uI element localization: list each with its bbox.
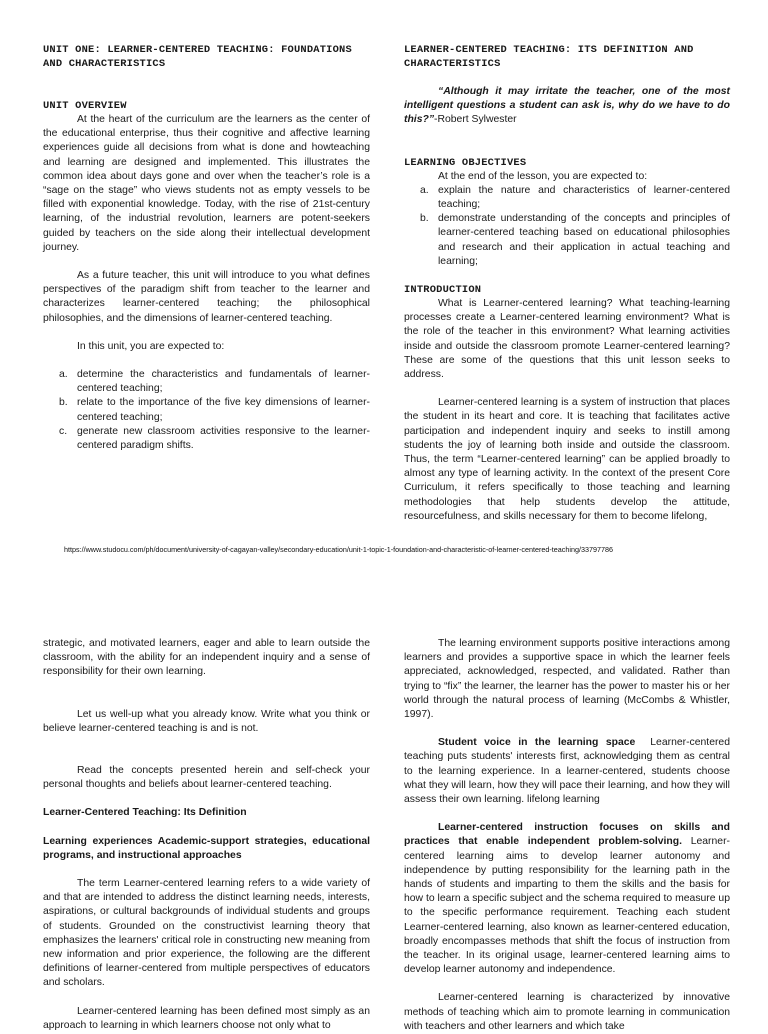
skills-heading: Learner-centered instruction focuses on skills and practices that enable independent problem-solving.	[404, 822, 730, 848]
unit-overview-heading: UNIT OVERVIEW	[43, 100, 127, 112]
list-marker: a.	[420, 184, 429, 196]
epigraph-quote: “Although it may irritate the teacher, one of the most intelligent questions a student can ask is, why do we have to do this?”-Robert Sylwester	[404, 86, 730, 126]
page1-right-column	[404, 43, 730, 524]
body-paragraph: Learner-centered learning is characterized by innovative methods of teaching which aim to promote learning in communication with teachers and other learners and which take	[404, 992, 730, 1032]
student-voice-paragraph: Student voice in the learning space Learner-centered teaching puts students' interests first, acknowledging them as central to the learning experience. In a learner-centered, students choose what they will learn, how they will pace their learning, and how they will assess their own learning. lifelong learning	[404, 737, 730, 806]
definition-heading: Learner-Centered Teaching: Its Definition	[43, 807, 247, 819]
skills-paragraph: Learner-centered instruction focuses on skills and practices that enable independent problem-solving. Learner-centered learning aims to develop learner autonomy and independence by putting responsibility for the learning path in the hands of students and imparting to them the skills and the basis for how to learn a specific subject and the schema required to measure up to the specific performance requirement. Teaching each student Learner-centered learning, also known as learner-centered education, broadly encompasses methods that shift the focus of instruction from the teacher. In its original usage, learner-centered learning aims to develop learner autonomy and independence.	[404, 822, 730, 976]
list-item-text: generate new classroom activities responsive to the learner-centered paradigm shifts.	[77, 425, 370, 452]
student-voice-heading: Student voice in the learning space	[438, 737, 636, 749]
lesson-objectives-list	[404, 184, 730, 269]
overview-paragraph: As a future teacher, this unit will introduce to you what defines perspectives of the paradigm shift from teacher to the learner and characterizes learner-centered teaching; the philosophical philosophies, and the dimensions of learner-centered teaching.	[43, 270, 370, 324]
introduction-paragraph: What is Learner-centered learning? What teaching-learning processes create a Learner-centered learning environment? What is the role of the teacher in this environment? What learning activities inside and outside the classroom promote Learner-centered learning? These are some of the questions that this unit lesson seeks to address.	[404, 298, 730, 381]
list-item-text: demonstrate understanding of the concepts and principles of learner-centered teaching based on educational philosophies and research and their application in actual teaching and learning;	[438, 213, 730, 267]
list-marker: c.	[59, 425, 68, 437]
unit-objectives-list	[43, 368, 370, 453]
overview-paragraph: At the heart of the curriculum are the learners as the center of the educational enterprise, thus their cognitive and affective learning experiences guide all decisions from what is done and howteaching and learning are designed and implemented. This illustrates the common idea about days gone and over when the teacher’s role is a “sage on the stage” who views students not as empty vessels to be filled with exponential knowledge. Today, with the rise of 21st-century learning, of the industrial revolution, learners are potent-seekers guided by teachers on the side along their intellectual development journey.	[43, 114, 370, 253]
body-paragraph: The term Learner-centered learning refers to a wide variety of and that are intended to address the distinct learning needs, interests, aspirations, or cultural backgrounds of individual students and groups of students. Grounded on the constructivist learning theory that emphasizes the learners' critical role in constructing new meaning from new information and prior experience, the following are the different definitions of learner-centered from multiple perspectives of educators and scholars.	[43, 878, 370, 989]
body-paragraph: The learning environment supports positive interactions among learners and provides a supportive space in which the learner feels appreciated, acknowledged, respected, and validated. Rather than trying to “fix” the learner, the learner has the power to master his or her world through the natural process of learning (McCombs & Whistler, 1997).	[404, 638, 730, 721]
lesson-title: LEARNER-CENTERED TEACHING: ITS DEFINITION AND CHARACTERISTICS	[404, 44, 694, 70]
body-paragraph: Learner-centered learning has been defined most simply as an approach to learning in which learners choose not only what to	[43, 1005, 370, 1031]
body-paragraph: Read the concepts presented herein and self-check your personal thoughts and beliefs about learner-centered teaching.	[43, 765, 370, 791]
list-marker: b.	[59, 397, 68, 409]
objectives-intro: At the end of the lesson, you are expected to:	[438, 170, 648, 182]
source-url[interactable]: https://www.studocu.com/ph/document/university-of-cagayan-valley/secondary-education/unit-1-topic-1-foundation-and-characteristic-of-learner-centered-teaching/33797786	[64, 545, 613, 554]
list-marker: a.	[59, 369, 68, 381]
list-item-text: explain the nature and characteristics of learner-centered teaching;	[438, 184, 730, 211]
list-item	[59, 368, 370, 396]
unit-title: UNIT ONE: LEARNER-CENTERED TEACHING: FOUNDATIONS AND CHARACTERISTICS	[43, 44, 352, 70]
list-item	[420, 212, 730, 269]
introduction-paragraph: Learner-centered learning is a system of instruction that places the student in its heart and core. It is teaching that facilitates active participation and independent inquiry and seeks to instill among students the joy of learning both inside and outside the classroom. Thus, the term “Learner-centered learning” can be applied broadly to almost any type of learning activity. In the context of the present Core Curriculum, it refers specifically to those teaching and learning methodologies that help students develop the attitude, resourcefulness, and skills necessary for them to become lifelong,	[404, 397, 730, 522]
list-item	[59, 396, 370, 424]
page2-right-column	[404, 637, 730, 1034]
body-paragraph: strategic, and motivated learners, eager and able to learn outside the classroom, with the ability for an independent inquiry and a sense of responsibility for their own learning.	[43, 638, 370, 678]
list-marker: b.	[420, 213, 429, 225]
expected-intro: In this unit, you are expected to:	[77, 340, 225, 352]
page1-left-column	[43, 43, 370, 453]
list-item	[420, 184, 730, 212]
learning-objectives-heading: LEARNING OBJECTIVES	[404, 156, 527, 169]
list-item-text: determine the characteristics and fundamentals of learner-centered teaching;	[77, 369, 370, 395]
learning-experiences-heading: Learning experiences Academic-support strategies, educational programs, and instructional approaches	[43, 835, 370, 861]
introduction-heading: INTRODUCTION	[404, 284, 482, 297]
page2-left-column	[43, 637, 370, 1033]
quote-author: -Robert Sylwester	[434, 114, 517, 126]
list-item-text: relate to the importance of the five key dimensions of learner-centered teaching;	[77, 397, 370, 423]
body-paragraph: Let us well-up what you already know. Write what you think or believe learner-centered teaching is and is not.	[43, 708, 370, 734]
list-item	[59, 425, 370, 453]
